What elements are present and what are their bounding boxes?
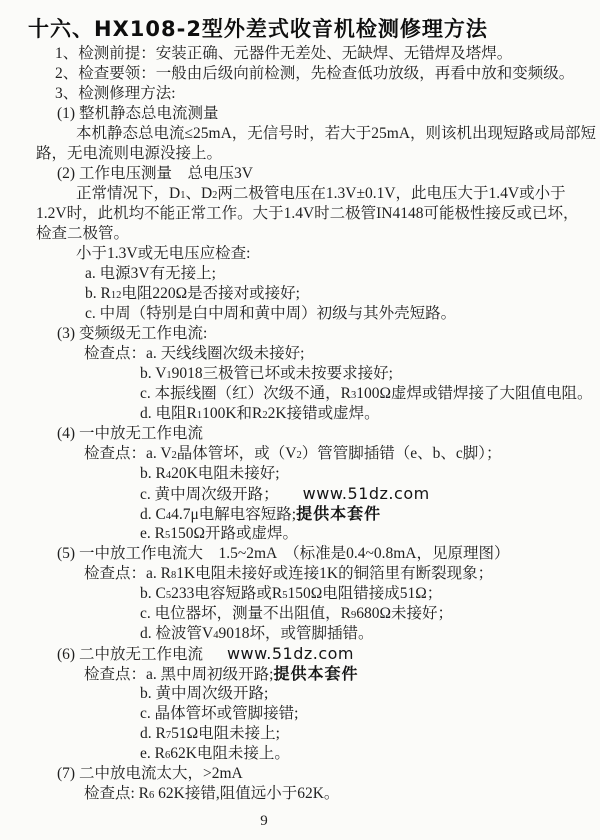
text-segment: 1.2V时，此机均不能正常工作。大于1.4V时二极管IN4148可能极性接反或已坏， — [36, 205, 579, 222]
text-segment: d. 电阻R — [140, 405, 197, 422]
text-line — [57, 104, 600, 124]
text-segment: 检查点: R — [84, 785, 150, 802]
component-subscript: 1 — [166, 370, 172, 381]
component-subscript: 5 — [165, 590, 172, 601]
text-line — [36, 144, 600, 164]
text-segment: 两二极管电压在1.3V±0.1V，此电压大于1.4V或小于 — [217, 185, 566, 202]
text-line — [140, 684, 600, 704]
text-segment: e. R — [140, 745, 165, 762]
text-segment: b. C — [140, 585, 166, 602]
text-segment: d. C — [140, 506, 166, 523]
text-segment: d. 检波管V — [140, 625, 214, 642]
text-segment: 680Ω未接好； — [356, 605, 454, 622]
text-line — [140, 524, 600, 544]
component-subscript: 5 — [164, 530, 171, 541]
text-segment: 150Ω电阻错接成51Ω； — [287, 585, 443, 602]
text-segment: 233电容短路或R — [171, 585, 283, 602]
watermark-text: www.51dz.com — [226, 644, 354, 663]
text-segment: 9018三极管已坏或未按要求接好; — [171, 365, 393, 382]
text-segment: 检查二极管。 — [36, 225, 130, 242]
text-segment: ）管管脚插错（e、b、c脚）； — [301, 445, 502, 462]
component-subscript: 4 — [213, 630, 219, 641]
text-segment: 100K和R — [202, 405, 263, 422]
text-segment: 小于1.3V或无电压应检查: — [76, 245, 251, 262]
text-segment: 3、检测修理方法: — [55, 85, 176, 102]
text-segment: c. 本振线圈（红）次级不通，R — [140, 385, 351, 402]
document-body — [0, 44, 600, 804]
text-segment: (6) 二中放无工作电流 — [57, 646, 203, 663]
text-segment: b. 黄中周次级开路; — [140, 685, 269, 702]
text-segment: 4.7μ电解电容短路; — [171, 506, 297, 523]
watermark-text: www.51dz.com — [302, 484, 430, 503]
text-segment: c. 电位器坏，测量不出阻值，R — [140, 605, 351, 622]
text-line — [55, 64, 600, 84]
component-subscript: 5 — [282, 590, 288, 601]
text-line — [140, 384, 600, 404]
text-segment: 晶体管坏，或（V — [176, 445, 297, 462]
text-segment: b. R — [85, 285, 111, 302]
text-line — [55, 84, 600, 104]
text-line — [140, 504, 600, 524]
text-segment: 正常情况下，D — [76, 185, 181, 202]
text-segment: c. 晶体管坏或管脚接错; — [140, 705, 299, 722]
text-line — [84, 344, 600, 364]
text-line — [36, 204, 600, 224]
component-subscript: 9 — [350, 610, 357, 621]
component-subscript: 6 — [149, 790, 155, 801]
text-segment: 1、检测前提：安装正确、元器件无差处、无缺焊、无错焊及塔焊。 — [55, 45, 513, 62]
component-subscript: 3 — [350, 390, 357, 401]
text-line — [84, 564, 600, 584]
text-line — [84, 784, 600, 804]
component-subscript: 4 — [165, 470, 172, 481]
text-segment: b. R — [140, 465, 166, 482]
text-segment: 62K接错,阻值远小于62K。 — [154, 785, 340, 802]
text-segment: d. R — [140, 725, 166, 742]
text-segment: 检查点：a. 黑中周初级开路; — [84, 666, 274, 683]
text-segment: 2K接错或虚焊。 — [267, 405, 380, 422]
text-segment: (3) 变频级无工作电流: — [57, 325, 208, 342]
component-subscript: 4 — [165, 511, 172, 522]
text-segment: (2) 工作电压测量 总电压3V — [57, 165, 253, 182]
text-line — [140, 744, 600, 764]
text-line — [57, 764, 600, 784]
text-segment: 20K电阻未接好; — [171, 465, 280, 482]
text-segment: 、D — [185, 185, 213, 202]
text-segment: 51Ω电阻未接上; — [171, 725, 280, 742]
page-number: 9 — [260, 813, 268, 829]
text-segment: 检查点：a. 天线线圈次级未接好; — [84, 345, 305, 362]
text-line — [140, 364, 600, 384]
text-segment: 2、检查要领：一般由后级向前检测，先检查低功放级，再看中放和变频级。 — [55, 65, 575, 82]
text-line — [85, 304, 600, 324]
text-line — [57, 424, 600, 444]
text-segment: 150Ω开路或虚焊。 — [170, 525, 298, 542]
text-segment: (1) 整机静态总电流测量 — [57, 105, 219, 122]
text-segment: (5) 一中放工作电流大 1.5~2mA （标准是0.4~0.8mA，见原理图） — [57, 545, 510, 562]
text-line — [140, 584, 600, 604]
watermark-text: 提供本套件 — [296, 504, 382, 523]
component-subscript: 2 — [296, 450, 302, 461]
text-segment: 检查点：a. V — [84, 445, 172, 462]
text-line — [85, 264, 600, 284]
text-segment: c. 黄中周次级开路； — [140, 486, 279, 503]
text-segment: (7) 二中放电流太大，>2mA — [57, 765, 243, 782]
text-line — [57, 324, 600, 344]
text-segment: e. R — [140, 525, 165, 542]
text-segment: 检查点：a. R — [84, 565, 171, 582]
page-title: 十六、HX108-2型外差式收音机检测修理方法 — [28, 17, 488, 41]
text-line — [57, 544, 600, 564]
component-subscript: 6 — [164, 750, 171, 761]
text-line — [140, 624, 600, 644]
text-segment: a. 电源3V有无接上; — [85, 265, 216, 282]
text-line — [55, 44, 600, 64]
text-line — [57, 644, 600, 664]
text-line — [84, 444, 600, 464]
text-segment: 9018坏，或管脚插错。 — [218, 625, 374, 642]
text-line — [140, 724, 600, 744]
component-subscript: 7 — [165, 730, 172, 741]
text-line — [76, 244, 600, 264]
text-line — [140, 404, 600, 424]
component-subscript: 8 — [170, 570, 177, 581]
component-subscript: 2 — [171, 450, 177, 461]
watermark-text: 提供本套件 — [273, 664, 359, 683]
text-segment: (4) 一中放无工作电流 — [57, 425, 203, 442]
text-segment: 100Ω虚焊或错焊接了大阻值电阻。 — [356, 385, 593, 402]
component-subscript: 2 — [212, 190, 218, 201]
text-segment: 62K电阻未接上。 — [170, 745, 290, 762]
component-subscript: 2 — [262, 410, 268, 421]
component-subscript: 1 — [196, 410, 203, 421]
text-line — [57, 164, 600, 184]
text-line — [36, 224, 600, 244]
text-line — [140, 464, 600, 484]
text-segment: 路，无电流则电源没接上。 — [36, 145, 223, 162]
text-line — [76, 184, 600, 204]
component-subscript: 1 — [180, 190, 186, 201]
text-line — [76, 124, 600, 144]
component-subscript: 12 — [110, 290, 122, 301]
text-segment: 本机静态总电流≤25mA，无信号时，若大于25mA，则该机出现短路或局部短 — [76, 125, 597, 142]
text-segment: 电阻220Ω是否接对或接好; — [121, 285, 300, 302]
text-segment: 1K电阻未接好或连接1K的铜箔里有断裂现象； — [176, 565, 494, 582]
text-line — [84, 664, 600, 684]
text-line — [140, 704, 600, 724]
text-line — [140, 484, 600, 504]
text-line — [140, 604, 600, 624]
text-line — [85, 284, 600, 304]
text-segment: b. V — [140, 365, 167, 382]
text-segment: c. 中周（特别是白中周和黄中周）初级与其外壳短路。 — [85, 305, 457, 322]
